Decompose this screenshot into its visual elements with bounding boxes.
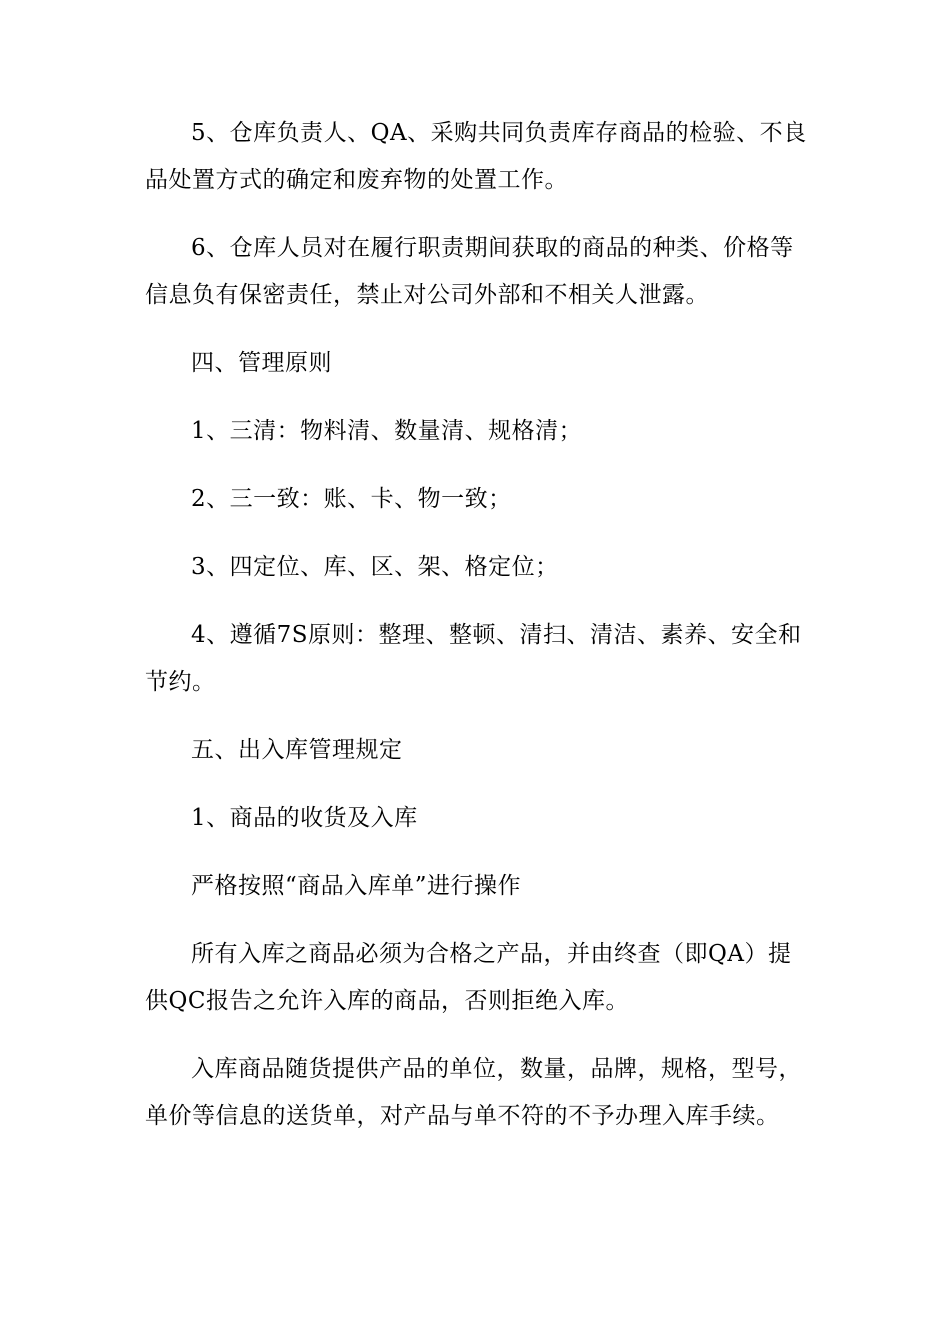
section-heading-management-principles: 四、管理原则 bbox=[191, 350, 332, 376]
principle-item-2: 2、三一致：账、卡、物一致； bbox=[191, 486, 512, 512]
paragraph-item-5: 5、仓库负责人、QA、采购共同负责库存商品的检验、不良品处置方式的确定和废弃物的处置工作。 bbox=[145, 120, 807, 193]
principle-item-3: 3、四定位、库、区、架、格定位； bbox=[191, 554, 559, 580]
section-heading-inbound-outbound: 五、出入库管理规定 bbox=[191, 737, 403, 763]
paragraph-item-6: 6、仓库人员对在履行职责期间获取的商品的种类、价格等信息负有保密责任，禁止对公司外部和不相关人泄露。 bbox=[145, 235, 794, 308]
rule-receipt-form: 严格按照“商品入库单”进行操作 bbox=[191, 873, 522, 899]
rule-qualified-goods: 所有入库之商品必须为合格之产品，并由终查（即QA）提供QC报告之允许入库的商品，否则拒绝入库。 bbox=[145, 941, 792, 1014]
document-page bbox=[145, 110, 810, 1161]
principle-item-4: 4、遵循7S原则：整理、整顿、清扫、清洁、素养、安全和节约。 bbox=[145, 622, 802, 695]
principle-item-1: 1、三清：物料清、数量清、规格清； bbox=[191, 418, 583, 444]
subsection-receiving: 1、商品的收货及入库 bbox=[191, 805, 418, 831]
rule-delivery-note: 入库商品随货提供产品的单位，数量，品牌，规格，型号，单价等信息的送货单，对产品与单不符的不予办理入库手续。 bbox=[145, 1056, 802, 1129]
